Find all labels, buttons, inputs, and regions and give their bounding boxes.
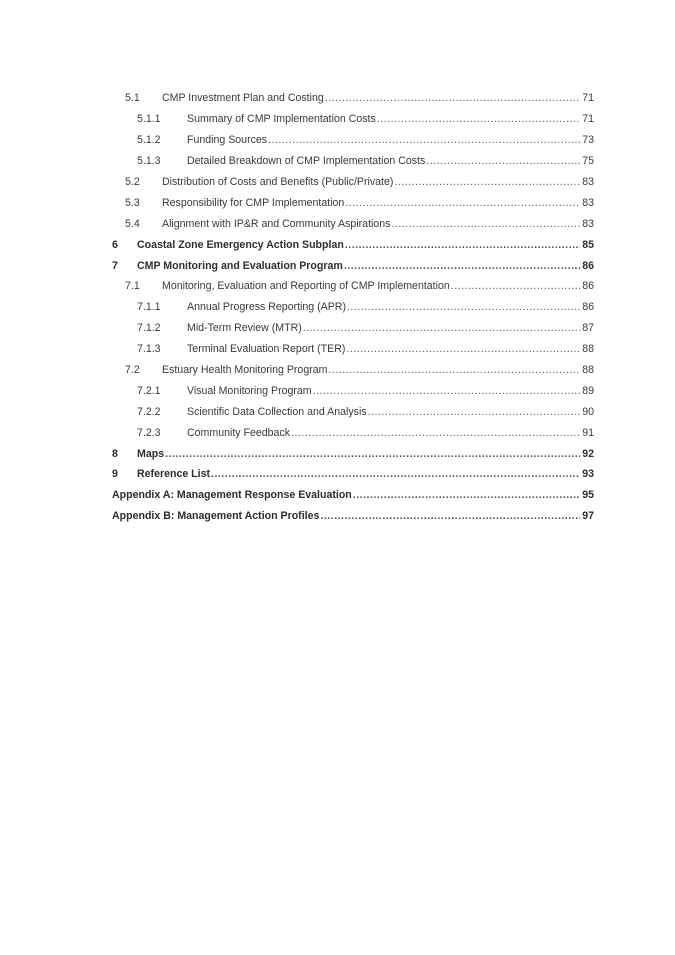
toc-entry-number: 7.2.3: [137, 426, 161, 439]
toc-leader-dots: [345, 238, 580, 252]
toc-entry[interactable]: [0, 360, 675, 381]
table-of-contents: [0, 88, 675, 527]
toc-entry[interactable]: [0, 213, 675, 234]
toc-entry[interactable]: [0, 234, 675, 255]
toc-entry-title: Monitoring, Evaluation and Reporting of CMP Implementation: [162, 280, 450, 293]
toc-entry-number: 5.3: [125, 196, 140, 209]
toc-entry-number: 5.1.3: [137, 155, 161, 168]
toc-entry[interactable]: [0, 318, 675, 339]
toc-leader-dots: [344, 259, 580, 273]
toc-entry[interactable]: [0, 464, 675, 485]
toc-entry[interactable]: [0, 422, 675, 443]
toc-entry-title: Responsibility for CMP Implementation: [162, 196, 345, 209]
toc-entry-number: 7: [112, 259, 118, 272]
toc-entry-page: 93: [582, 468, 594, 481]
toc-entry-number: 7.1: [125, 280, 140, 293]
toc-entry-number: 5.1: [125, 92, 140, 105]
toc-leader-dots: [303, 321, 580, 335]
toc-entry-title: Community Feedback: [187, 426, 291, 439]
toc-leader-dots: [346, 342, 580, 356]
toc-entry-number: 5.1.2: [137, 134, 161, 147]
toc-entry[interactable]: [0, 339, 675, 360]
toc-entry-title: Terminal Evaluation Report (TER): [187, 343, 346, 356]
toc-leader-dots: [394, 175, 580, 189]
toc-entry-title: Appendix B: Management Action Profiles: [112, 510, 320, 523]
toc-entry[interactable]: [0, 276, 675, 297]
toc-entry[interactable]: [0, 297, 675, 318]
toc-leader-dots: [347, 300, 580, 314]
toc-leader-dots: [165, 447, 580, 461]
toc-entry-title: Maps: [137, 447, 165, 460]
toc-entry[interactable]: [0, 88, 675, 109]
toc-leader-dots: [345, 196, 580, 210]
toc-entry[interactable]: [0, 130, 675, 151]
toc-leader-dots: [313, 384, 581, 398]
toc-leader-dots: [377, 112, 580, 126]
toc-entry-page: 85: [582, 238, 594, 251]
toc-entry-number: 6: [112, 238, 118, 251]
toc-entry-title: Scientific Data Collection and Analysis: [187, 405, 367, 418]
toc-entry-number: 8: [112, 447, 118, 460]
toc-entry-title: CMP Monitoring and Evaluation Program: [137, 259, 343, 272]
toc-entry-title: Visual Monitoring Program: [187, 384, 312, 397]
toc-entry[interactable]: [0, 443, 675, 464]
toc-entry-title: Summary of CMP Implementation Costs: [187, 113, 376, 126]
toc-entry-page: 75: [582, 155, 594, 168]
toc-leader-dots: [368, 405, 581, 419]
toc-entry[interactable]: [0, 109, 675, 130]
toc-entry-page: 83: [582, 196, 594, 209]
toc-entry[interactable]: [0, 506, 675, 527]
toc-entry-page: 95: [582, 489, 594, 502]
toc-entry-page: 86: [582, 259, 594, 272]
toc-entry-page: 88: [582, 364, 594, 377]
toc-leader-dots: [320, 509, 580, 523]
toc-entry-page: 91: [582, 426, 594, 439]
toc-leader-dots: [451, 279, 580, 293]
toc-leader-dots: [328, 363, 580, 377]
toc-leader-dots: [426, 154, 580, 168]
toc-entry-title: Coastal Zone Emergency Action Subplan: [137, 238, 344, 251]
toc-entry-title: Appendix A: Management Response Evaluation: [112, 489, 352, 502]
toc-entry-page: 71: [582, 92, 594, 105]
toc-entry-number: 5.1.1: [137, 113, 161, 126]
toc-entry-number: 7.2.1: [137, 384, 161, 397]
toc-entry-page: 92: [582, 447, 594, 460]
toc-entry-number: 7.2: [125, 364, 140, 377]
toc-entry-title: Funding Sources: [187, 134, 268, 147]
toc-entry-page: 90: [582, 405, 594, 418]
toc-entry-number: 7.1.1: [137, 301, 161, 314]
toc-entry-title: Reference List: [137, 468, 211, 481]
toc-entry[interactable]: [0, 192, 675, 213]
toc-entry-number: 7.2.2: [137, 405, 161, 418]
toc-leader-dots: [211, 467, 580, 481]
toc-entry-page: 86: [582, 301, 594, 314]
toc-entry-page: 71: [582, 113, 594, 126]
toc-entry-number: 9: [112, 468, 118, 481]
toc-entry-page: 83: [582, 176, 594, 188]
toc-entry[interactable]: [0, 255, 675, 276]
toc-entry-title: CMP Investment Plan and Costing: [162, 92, 324, 105]
toc-entry-page: 83: [582, 217, 594, 230]
toc-entry[interactable]: [0, 380, 675, 401]
toc-leader-dots: [268, 133, 580, 147]
toc-entry-page: 87: [582, 322, 594, 335]
toc-entry-page: 73: [582, 134, 594, 147]
toc-entry-page: 86: [582, 280, 594, 293]
toc-entry-number: 7.1.3: [137, 343, 161, 356]
toc-leader-dots: [291, 426, 580, 440]
toc-entry[interactable]: [0, 401, 675, 422]
toc-entry-page: 97: [582, 510, 594, 523]
toc-leader-dots: [353, 488, 580, 502]
toc-leader-dots: [391, 217, 580, 231]
toc-entry-title: Estuary Health Monitoring Program: [162, 364, 328, 377]
toc-entry[interactable]: [0, 151, 675, 172]
toc-entry-page: 88: [582, 343, 594, 356]
toc-leader-dots: [325, 91, 580, 105]
toc-entry-title: Annual Progress Reporting (APR): [187, 301, 346, 314]
toc-entry-title: Detailed Breakdown of CMP Implementation Costs: [187, 155, 426, 168]
toc-entry-number: 5.4: [125, 217, 140, 230]
toc-entry-number: 7.1.2: [137, 322, 161, 335]
toc-entry-number: 5.2: [125, 176, 140, 188]
toc-entry-title: Mid-Term Review (MTR): [187, 322, 302, 335]
toc-entry[interactable]: [0, 172, 675, 193]
toc-entry-title: Distribution of Costs and Benefits (Public/Private): [162, 176, 394, 188]
toc-entry-page: 89: [582, 384, 594, 397]
toc-entry[interactable]: [0, 485, 675, 506]
toc-entry-title: Alignment with IP&R and Community Aspirations: [162, 217, 391, 230]
